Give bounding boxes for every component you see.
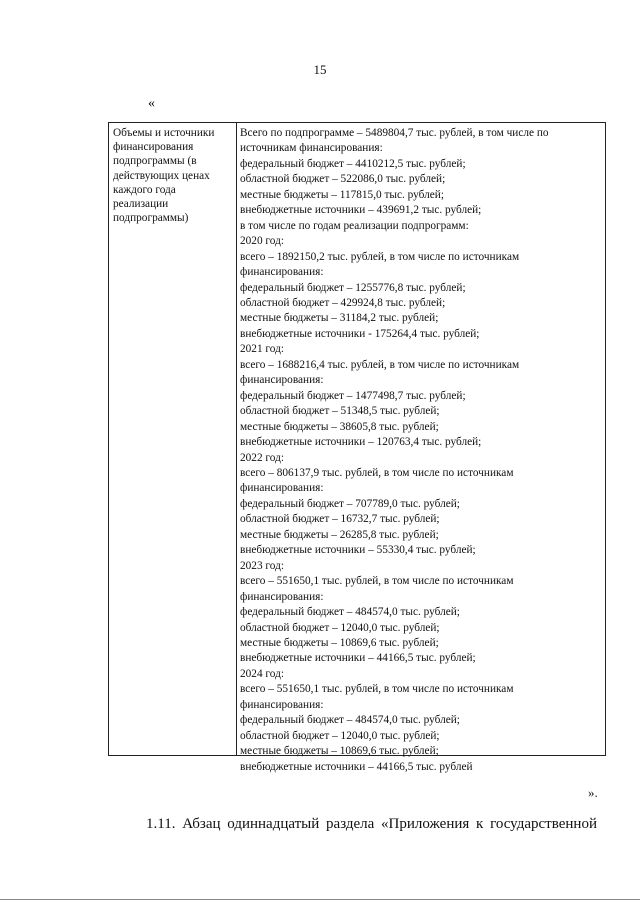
financing-line: всего – 551650,1 тыс. рублей, в том числе по источникам bbox=[240, 575, 514, 588]
financing-line: федеральный бюджет – 484574,0 тыс. рублей; bbox=[240, 606, 460, 619]
financing-line: финансирования: bbox=[240, 698, 324, 711]
financing-line: местные бюджеты – 31184,2 тыс. рублей; bbox=[240, 312, 439, 325]
financing-line: 2024 год: bbox=[240, 667, 284, 680]
financing-line: всего – 551650,1 тыс. рублей, в том числе по источникам bbox=[240, 683, 514, 696]
financing-line: 2022 год: bbox=[240, 451, 284, 464]
financing-line: 2021 год: bbox=[240, 343, 284, 356]
financing-line: областной бюджет – 12040,0 тыс. рублей; bbox=[240, 621, 440, 634]
financing-line: внебюджетные источники – 44166,5 тыс. рублей; bbox=[240, 652, 476, 665]
financing-line: федеральный бюджет – 1255776,8 тыс. рублей; bbox=[240, 281, 466, 294]
financing-line: федеральный бюджет – 4410212,5 тыс. рублей; bbox=[240, 157, 466, 170]
financing-line: областной бюджет – 522086,0 тыс. рублей; bbox=[240, 173, 446, 186]
financing-line: местные бюджеты – 26285,8 тыс. рублей; bbox=[240, 528, 439, 541]
financing-line: федеральный бюджет – 707789,0 тыс. рублей; bbox=[240, 497, 460, 510]
financing-line: Всего по подпрограмме – 5489804,7 тыс. рублей, в том числе по bbox=[240, 127, 549, 139]
financing-line: областной бюджет – 51348,5 тыс. рублей; bbox=[240, 405, 440, 418]
financing-line: федеральный бюджет – 484574,0 тыс. рублей; bbox=[240, 714, 460, 727]
financing-line: 2020 год: bbox=[240, 235, 284, 248]
financing-line: в том числе по годам реализации подпрограмм: bbox=[240, 219, 469, 232]
financing-table bbox=[108, 122, 606, 773]
financing-line: местные бюджеты – 38605,8 тыс. рублей; bbox=[240, 420, 439, 433]
financing-line: местные бюджеты – 10869,6 тыс. рублей; bbox=[240, 636, 439, 649]
table-column-divider bbox=[236, 123, 237, 755]
opening-quote: « bbox=[148, 96, 155, 111]
financing-line: всего – 806137,9 тыс. рублей, в том числе по источникам bbox=[240, 466, 514, 479]
financing-line: внебюджетные источники – 439691,2 тыс. рублей; bbox=[240, 204, 482, 217]
financing-line: внебюджетные источники - 175264,4 тыс. рублей; bbox=[240, 327, 480, 340]
financing-line: местные бюджеты – 10869,6 тыс. рублей; bbox=[240, 745, 439, 758]
bottom-rule bbox=[0, 899, 640, 900]
financing-line: областной бюджет – 16732,7 тыс. рублей; bbox=[240, 513, 440, 526]
financing-line: финансирования: bbox=[240, 374, 324, 387]
financing-line: финансирования: bbox=[240, 266, 324, 279]
financing-line: всего – 1892150,2 тыс. рублей, в том числе по источникам bbox=[240, 250, 520, 263]
page-number: 15 bbox=[313, 62, 327, 77]
financing-line: финансирования: bbox=[240, 482, 324, 495]
financing-line: внебюджетные источники – 55330,4 тыс. рублей; bbox=[240, 544, 476, 557]
financing-line: источникам финансирования: bbox=[240, 142, 383, 155]
financing-line: всего – 1688216,4 тыс. рублей, в том числе по источникам bbox=[240, 358, 520, 371]
financing-line: 2023 год: bbox=[240, 559, 284, 572]
financing-details-cell bbox=[240, 126, 602, 775]
financing-line: внебюджетные источники – 44166,5 тыс. рублей bbox=[240, 760, 473, 773]
closing-quote: ». bbox=[588, 785, 598, 800]
financing-line: финансирования: bbox=[240, 590, 324, 603]
amendment-paragraph: 1.11. Абзац одиннадцатый раздела «Приложения к государственной bbox=[146, 816, 597, 832]
financing-line: внебюджетные источники – 120763,4 тыс. рублей; bbox=[240, 436, 482, 449]
financing-line: областной бюджет – 429924,8 тыс. рублей; bbox=[240, 296, 446, 309]
financing-line: федеральный бюджет – 1477498,7 тыс. рублей; bbox=[240, 389, 466, 402]
financing-label-cell: Объемы и источники финансирования подпрограммы (в действующих ценах каждого года реализации подпрограммы) bbox=[113, 127, 215, 225]
financing-line: областной бюджет – 12040,0 тыс. рублей; bbox=[240, 729, 440, 742]
financing-line: местные бюджеты – 117815,0 тыс. рублей; bbox=[240, 188, 444, 201]
